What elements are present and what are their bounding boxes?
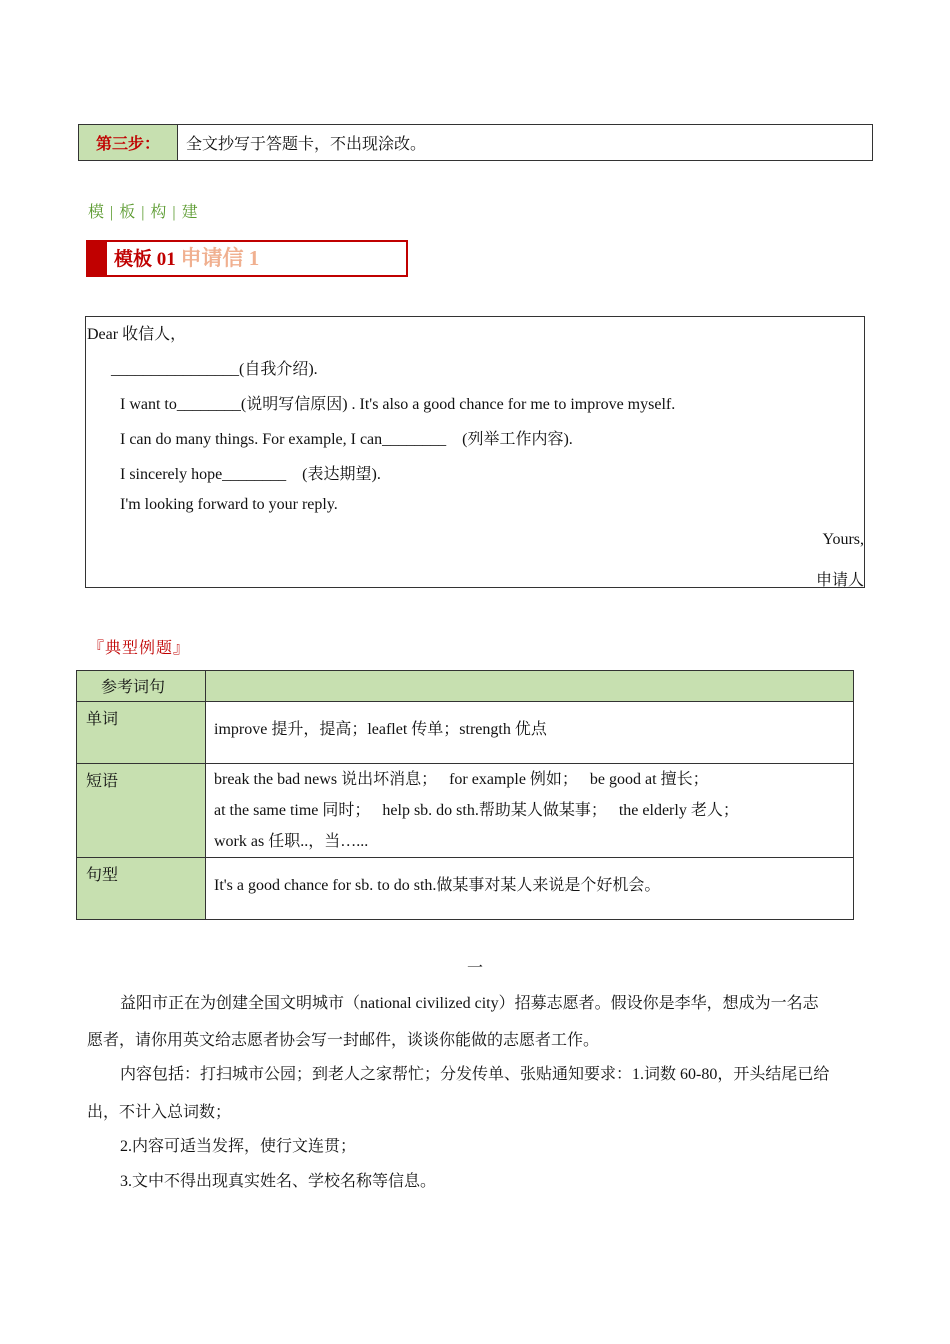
letter-line-work: I can do many things. For example, I can________ (列举工作内容). [120, 431, 573, 448]
table-row [77, 764, 854, 858]
letter-signature: 申请人 [815, 572, 864, 589]
question-number: 一 [467, 960, 484, 977]
template-title [114, 242, 259, 272]
row-line: break the bad news 说出坏消息； for example 例如； be good at 擅长； [214, 771, 709, 788]
step-box [78, 124, 873, 161]
row-content [206, 764, 854, 858]
row-line: improve 提升，提高；leaflet 传单；strength 优点 [214, 721, 547, 738]
question-line: 愿者，请你用英文给志愿者协会写一封邮件，谈谈你能做的志愿者工作。 [87, 1032, 600, 1049]
row-line: at the same time 同时； help sb. do sth.帮助某人做某事； the elderly 老人； [214, 802, 739, 819]
row-line: work as 任职..，当…... [214, 833, 369, 850]
step-label: 第三步： [79, 125, 178, 160]
template-title-box [86, 240, 408, 277]
letter-template-box [85, 316, 865, 588]
row-content [206, 858, 854, 920]
question-line: 出，不计入总词数； [87, 1104, 232, 1121]
step-text: 全文抄写于答题卡，不出现涂改。 [186, 136, 427, 153]
row-line: It's a good chance for sb. to do sth.做某事对某人来说是个好机会。 [214, 877, 661, 894]
table-row [77, 858, 854, 920]
letter-line-hope: I sincerely hope________ (表达期望). [120, 466, 381, 483]
question-line: 3.文中不得出现真实姓名、学校名称等信息。 [120, 1173, 437, 1190]
letter-greeting: Dear 收信人， [87, 326, 187, 343]
template-prefix: 模板 01 [114, 249, 181, 270]
table-header-label: 参考词句 [77, 671, 206, 702]
question-line: 内容包括：打扫城市公园；到老人之家帮忙；分发传单、张贴通知要求：1.词数 60-80，开头结尾已给 [120, 1066, 830, 1083]
row-label: 句型 [77, 858, 206, 920]
table-row [77, 702, 854, 764]
title-accent-bar [88, 242, 107, 275]
template-subtitle: 申请信 1 [180, 246, 260, 270]
question-line: 益阳市正在为创建全国文明城市（national civilized city）招募志愿者。假设你是李华，想成为一名志 [120, 995, 819, 1012]
section-heading: 模 | 板 | 构 | 建 [88, 204, 199, 221]
row-label: 短语 [77, 764, 206, 858]
row-label: 单词 [77, 702, 206, 764]
reference-table [76, 670, 854, 920]
letter-line-reason: I want to________(说明写信原因) . It's also a good chance for me to improve myself. [120, 396, 676, 413]
letter-closing: Yours, [822, 531, 864, 548]
row-content [206, 702, 854, 764]
table-header-row [77, 671, 854, 702]
letter-line-intro: ________________(自我介绍). [111, 361, 318, 378]
question-line: 2.内容可适当发挥，使行文连贯； [120, 1138, 357, 1155]
table-header-cell [206, 671, 854, 702]
letter-line-reply: I'm looking forward to your reply. [120, 496, 338, 513]
example-heading: 『典型例题』 [88, 640, 191, 657]
